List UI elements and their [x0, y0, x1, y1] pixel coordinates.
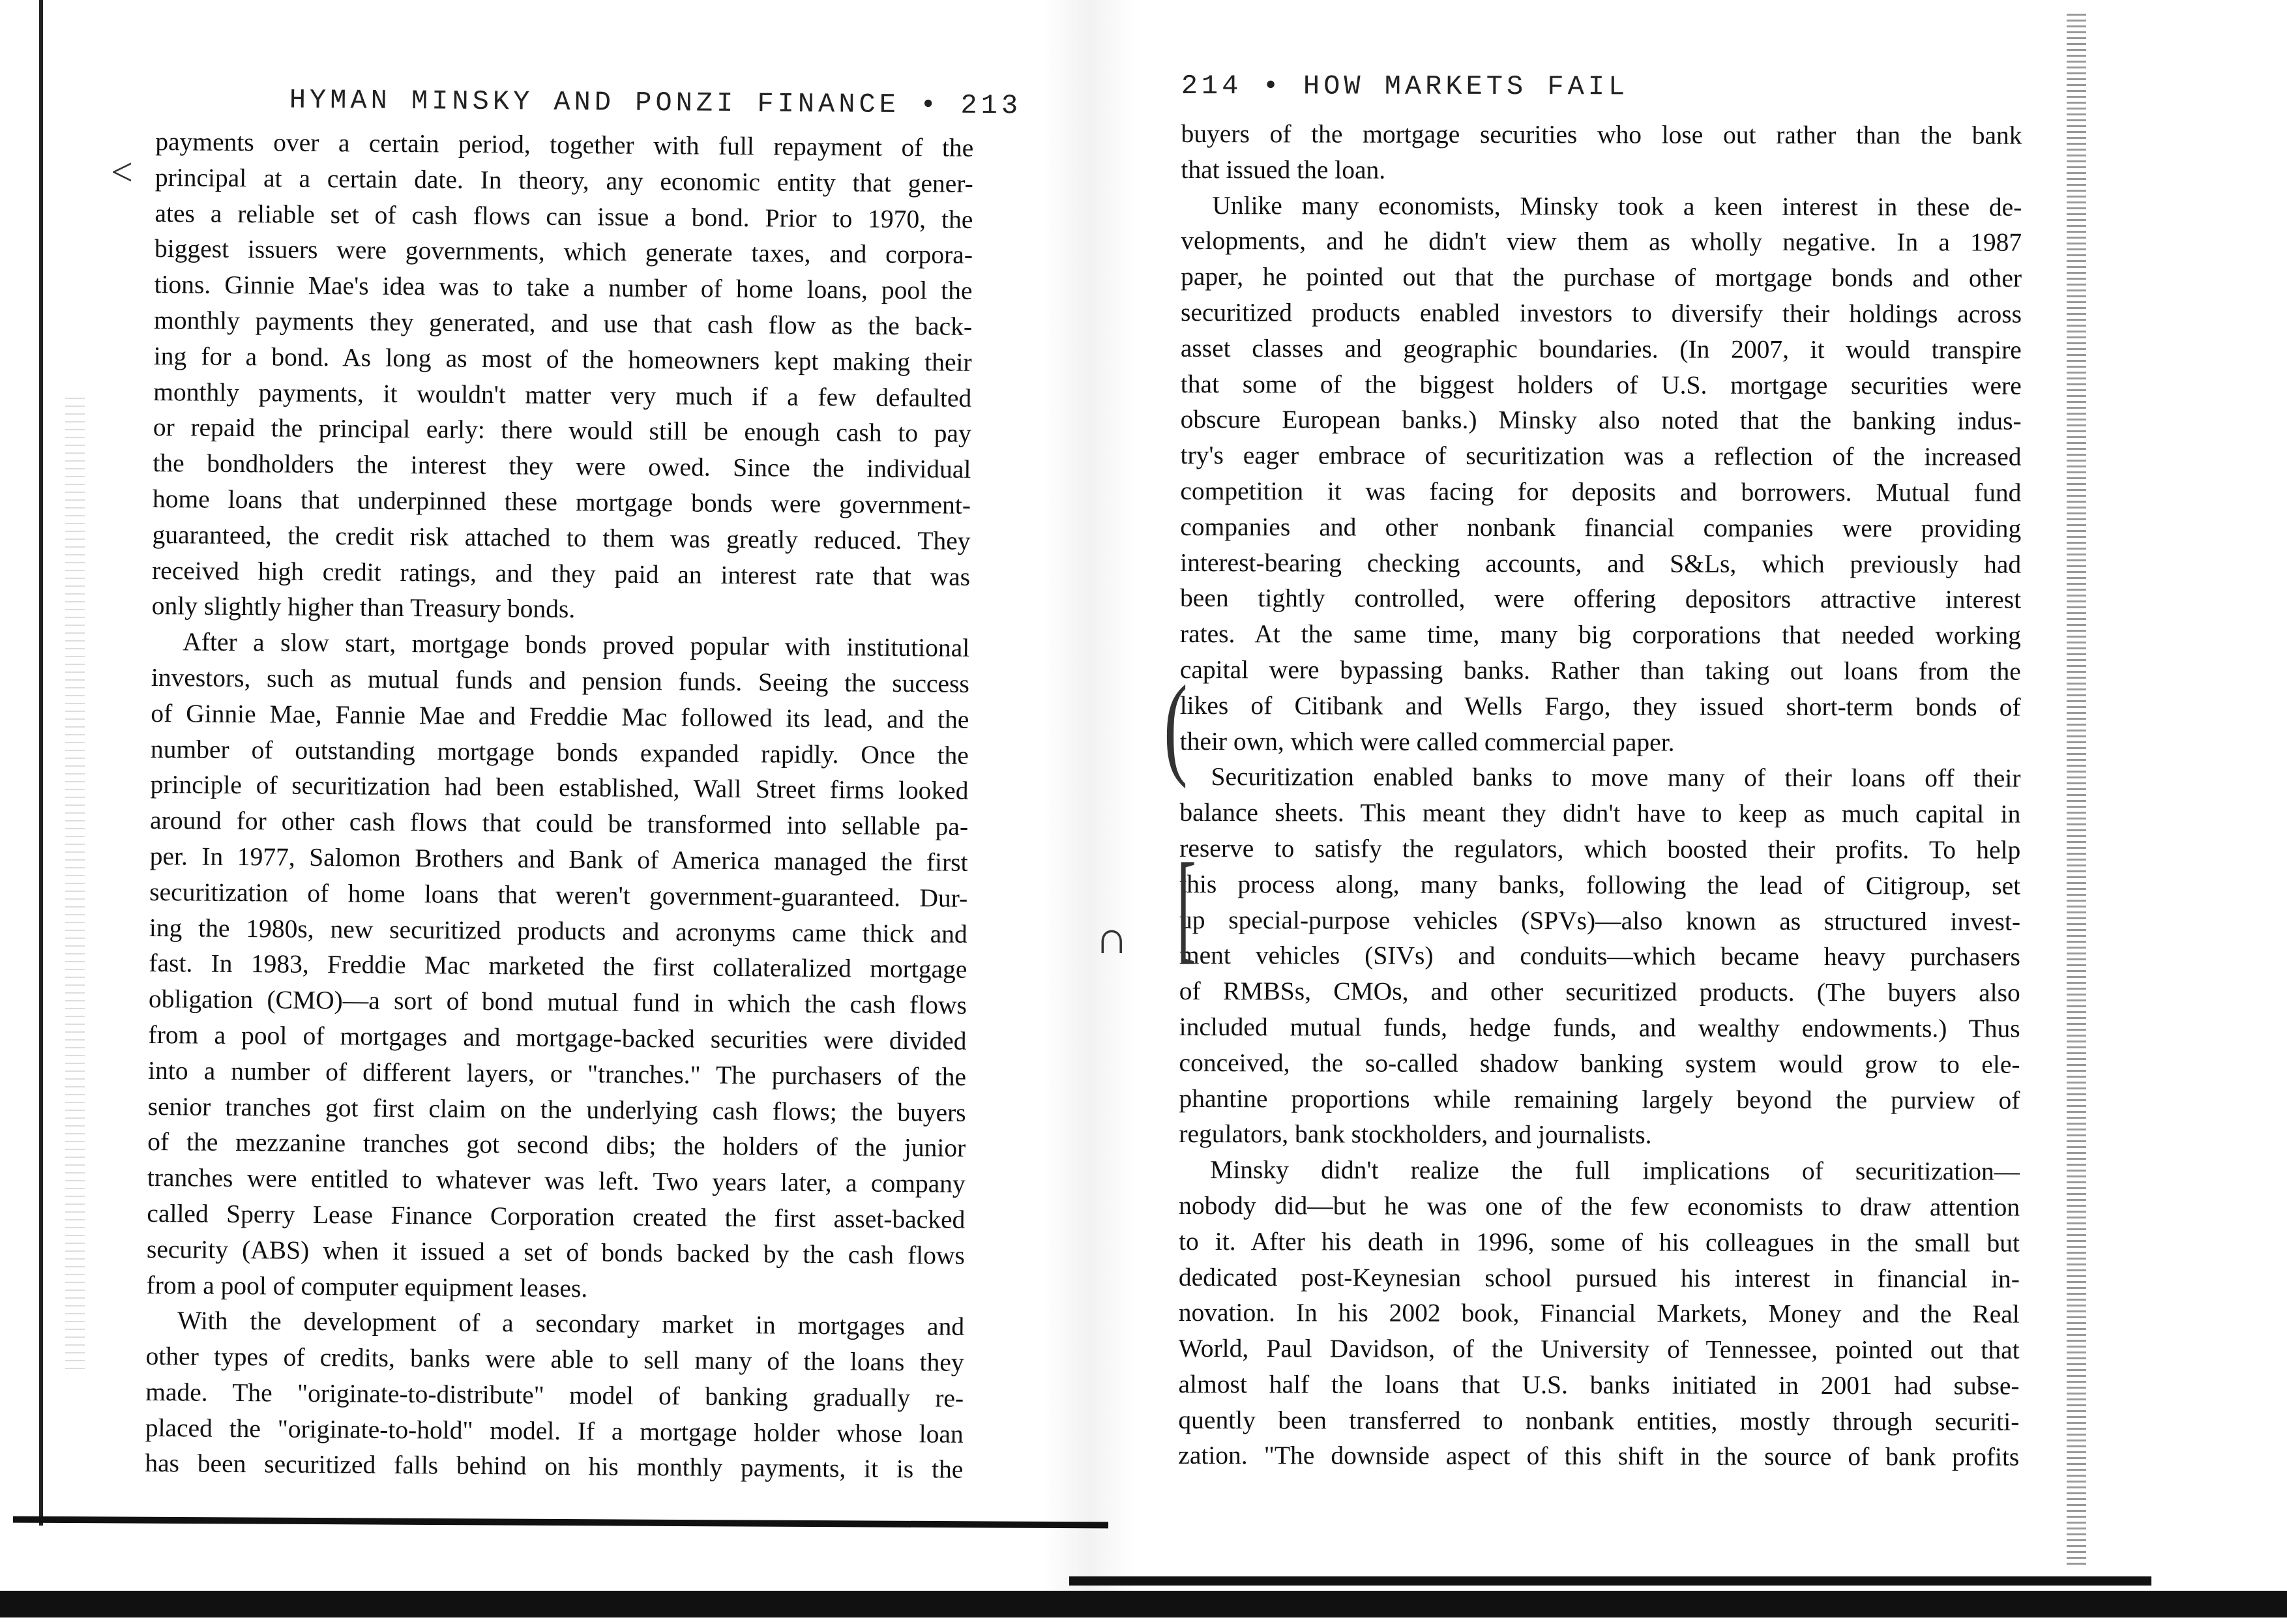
- text-line: paper, he pointed out that the purchase of mortgage bonds and other: [1181, 262, 2022, 293]
- scan-border: [1069, 1576, 2151, 1586]
- text-line: balance sheets. This meant they didn't have to keep as much capital in: [1179, 798, 2021, 829]
- text-line: payments over a certain period, together with full repayment of the: [155, 126, 974, 162]
- text-line: of Ginnie Mae, Fannie Mae and Freddie Mac followed its lead, and the: [151, 698, 969, 734]
- text-line: biggest issuers were governments, which generate taxes, and corpora-: [154, 234, 973, 270]
- text-line: into a number of different layers, or "tranches." The purchasers of the: [147, 1056, 967, 1091]
- text-line: regulators, bank stockholders, and journalists.: [1179, 1119, 1652, 1149]
- text-line: security (ABS) when it issued a set of bonds backed by the cash flows: [146, 1234, 966, 1270]
- margin-bracket-mark: [: [1177, 839, 1196, 975]
- text-line: per. In 1977, Salomon Brothers and Bank of America managed the first: [149, 841, 968, 877]
- text-line: tions. Ginnie Mae's idea was to take a number of home loans, pool the: [154, 270, 973, 306]
- running-header-right: 214 • HOW MARKETS FAIL: [1181, 70, 1629, 103]
- text-line: ment vehicles (SIVs) and conduits—which became heavy purchasers: [1179, 941, 2020, 972]
- scan-speckle: [65, 391, 85, 1369]
- text-line: phantine proportions while remaining largely beyond the purview of: [1179, 1084, 2020, 1115]
- text-line: interest-bearing checking accounts, and S&Ls, which previously had: [1180, 548, 2022, 579]
- text-line: dedicated post-Keynesian school pursued his interest in financial in-: [1178, 1262, 2020, 1293]
- text-line: or repaid the principal early: there would still be enough cash to pay: [153, 413, 971, 449]
- text-line: to it. After his death in 1996, some of his colleagues in the small but: [1178, 1226, 2020, 1258]
- text-line: companies and other nonbank financial companies were providing: [1180, 512, 2022, 543]
- text-line: been tightly controlled, were offering depositors attractive interest: [1180, 583, 2022, 615]
- margin-handwritten-mark: ∩: [1095, 913, 1129, 964]
- text-line: almost half the loans that U.S. banks initiated in 2001 had subse-: [1178, 1369, 2020, 1400]
- text-line: called Sperry Lease Finance Corporation created the first asset-backed: [147, 1198, 966, 1234]
- text-line: capital were bypassing banks. Rather than taking out loans from the: [1179, 655, 2021, 686]
- book-gutter: [1043, 0, 1134, 1617]
- text-line: this process along, many banks, following the lead of Citigroup, set: [1179, 869, 2021, 900]
- text-line: novation. In his 2002 book, Financial Markets, Money and the Real: [1178, 1298, 2020, 1329]
- text-line: monthly payments they generated, and use that cash flow as the back-: [153, 305, 973, 341]
- text-line: that some of the biggest holders of U.S. mortgage securities were: [1180, 369, 2022, 400]
- text-line: conceived, the so-called shadow banking system would grow to ele-: [1179, 1048, 2020, 1079]
- text-line: other types of credits, banks were able to sell many of the loans they: [145, 1342, 964, 1377]
- scan-left-edge: [39, 0, 43, 1526]
- left-page-body: [145, 124, 973, 1488]
- text-line: World, Paul Davidson, of the University of Tennessee, pointed out that: [1178, 1334, 2020, 1365]
- text-line: rates. At the same time, many big corporations that needed working: [1179, 619, 2022, 650]
- text-line: principle of securitization had been established, Wall Street firms looked: [150, 770, 969, 806]
- text-line: Securitization enabled banks to move many of their loans off their: [1211, 762, 2021, 793]
- text-line: reserve to satisfy the regulators, which boosted their profits. To help: [1179, 833, 2021, 864]
- text-line: number of outstanding mortgage bonds expanded rapidly. Once the: [150, 734, 969, 770]
- text-line: up special-purpose vehicles (SPVs)—also known as structured invest-: [1179, 905, 2021, 936]
- text-line: included mutual funds, hedge funds, and wealthy endowments.) Thus: [1179, 1012, 2020, 1043]
- text-line: investors, such as mutual funds and pension funds. Seeing the success: [151, 662, 969, 698]
- running-header-left: HYMAN MINSKY AND PONZI FINANCE • 213: [289, 84, 1022, 122]
- text-line: fast. In 1983, Freddie Mac marketed the first collateralized mortgage: [149, 949, 967, 984]
- text-line: After a slow start, mortgage bonds proved popular with institutional: [183, 627, 970, 662]
- text-line: around for other cash flows that could be transformed into sellable pa-: [149, 806, 969, 841]
- text-line: competition it was facing for deposits and borrowers. Mutual fund: [1180, 476, 2022, 507]
- text-line: monthly payments, it wouldn't matter very much if a few defaulted: [153, 377, 972, 413]
- text-line: only slightly higher than Treasury bonds.: [151, 591, 576, 624]
- text-line: from a pool of computer equipment leases.: [146, 1270, 588, 1303]
- text-line: home loans that underpinned these mortgage bonds were government-: [152, 484, 971, 520]
- text-line: nobody did—but he was one of the few economists to draw attention: [1179, 1190, 2020, 1222]
- text-line: securitized products enabled investors to diversify their holdings across: [1180, 297, 2022, 329]
- margin-arrow-mark: <: [111, 151, 133, 194]
- text-line: asset classes and geographic boundaries. (In 2007, it would transpire: [1180, 333, 2022, 364]
- text-line: obscure European banks.) Minsky also noted that the banking indus-: [1180, 405, 2022, 436]
- text-line: With the development of a secondary market in mortgages and: [177, 1306, 965, 1342]
- text-line: velopments, and he didn't view them as wholly negative. In a 1987: [1181, 226, 2022, 258]
- text-line: received high credit ratings, and they paid an interest rate that was: [151, 555, 971, 591]
- margin-bracket-mark: (: [1164, 662, 1188, 790]
- text-line: senior tranches got first claim on the underlying cash flows; the buyers: [147, 1091, 966, 1127]
- text-line: zation. "The downside aspect of this shift in the source of bank profits: [1178, 1441, 2020, 1472]
- text-line: quently been transferred to nonbank entities, mostly through securiti-: [1178, 1405, 2020, 1436]
- text-line: the bondholders the interest they were owed. Since the individual: [153, 449, 971, 484]
- scan-border: [0, 1591, 2287, 1617]
- text-line: try's eager embrace of securitization was a reflection of the increased: [1180, 441, 2022, 471]
- left-page: [144, 0, 1022, 1624]
- text-line: that issued the loan.: [1181, 155, 1386, 185]
- text-line: ates a reliable set of cash flows can issue a bond. Prior to 1970, the: [155, 198, 973, 234]
- text-line: ing the 1980s, new securitized products and acronyms came thick and: [149, 913, 967, 949]
- text-line: Minsky didn't realize the full implications of securitization—: [1210, 1155, 2020, 1186]
- text-line: ing for a bond. As long as most of the homeowners kept making their: [153, 341, 972, 377]
- text-line: obligation (CMO)—a sort of bond mutual fund in which the cash flows: [148, 984, 967, 1020]
- text-line: principal at a certain date. In theory, any economic entity that gener-: [155, 162, 973, 198]
- text-line: securitization of home loans that weren't government-guaranteed. Dur-: [149, 877, 968, 913]
- right-page-body: [1178, 116, 2022, 1475]
- text-line: likes of Citibank and Wells Fargo, they issued short-term bonds of: [1179, 690, 2021, 722]
- right-page: [1178, 0, 2022, 1619]
- text-line: buyers of the mortgage securities who lose out rather than the bank: [1181, 119, 2022, 150]
- text-line: made. The "originate-to-distribute" model of banking gradually re-: [145, 1377, 964, 1413]
- text-line: their own, which were called commercial paper.: [1179, 726, 1675, 757]
- scan-right-edge: [2067, 13, 2086, 1565]
- text-line: tranches were entitled to whatever was left. Two years later, a company: [147, 1163, 966, 1198]
- text-line: Unlike many economists, Minsky took a keen interest in these de-: [1212, 190, 2022, 222]
- text-line: of RMBSs, CMOs, and other securitized products. (The buyers also: [1179, 977, 2020, 1007]
- text-line: placed the "originate-to-hold" model. If a mortgage holder whose loan: [145, 1413, 964, 1449]
- text-line: guaranteed, the credit risk attached to them was greatly reduced. They: [152, 520, 971, 555]
- text-line: from a pool of mortgages and mortgage-backed securities were divided: [148, 1020, 967, 1056]
- text-line: of the mezzanine tranches got second dibs; the holders of the junior: [147, 1127, 966, 1163]
- text-line: has been securitized falls behind on his monthly payments, it is the: [145, 1449, 964, 1484]
